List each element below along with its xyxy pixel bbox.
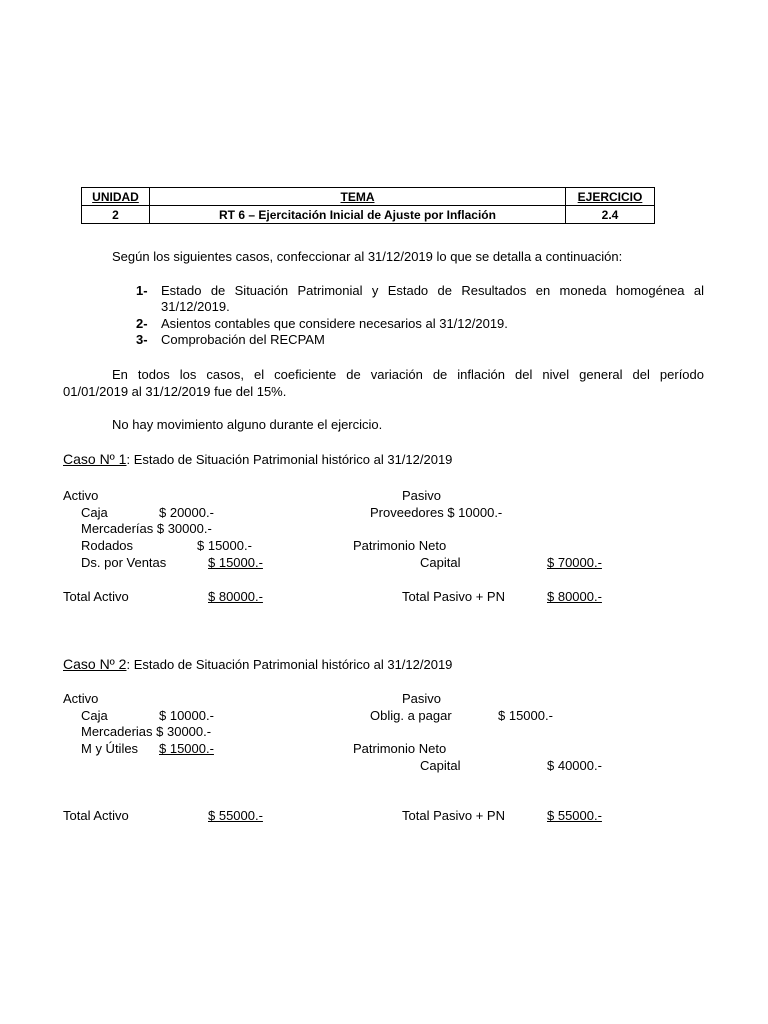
intro-text: Según los siguientes casos, confeccionar al 31/12/2019 lo que se detalla a continuación: xyxy=(112,249,623,264)
caso-1-total-activo-value: $ 80000.- xyxy=(208,589,263,604)
caso-2-myu-label: M y Útiles xyxy=(81,741,139,756)
caso-1-title xyxy=(63,451,452,468)
caso-1-desc: : Estado de Situación Patrimonial histórico al 31/12/2019 xyxy=(126,452,453,467)
caso-1-rodados-value: $ 15000.- xyxy=(197,538,252,553)
caso-2-oblig-label: Oblig. a pagar xyxy=(370,708,452,723)
header-unidad: UNIDAD xyxy=(82,188,150,206)
header-values-row xyxy=(82,206,655,224)
caso-2-myu-value: $ 15000.- xyxy=(159,741,214,756)
caso-1-activo-heading: Activo xyxy=(63,488,99,503)
header-ejercicio: EJERCICIO xyxy=(566,188,655,206)
item-2-text: Asientos contables que considere necesarios al 31/12/2019. xyxy=(161,316,508,331)
item-1-text: Estado de Situación Patrimonial y Estado de Resultados en moneda homogénea al xyxy=(161,283,704,298)
caso-2-total-pasivo-value: $ 55000.- xyxy=(547,808,602,823)
caso-1-capital-label: Capital xyxy=(420,555,461,570)
caso-2-total-activo-label: Total Activo xyxy=(63,808,129,823)
caso-2-total-pasivo-label: Total Pasivo + PN xyxy=(402,808,505,823)
tema-value: RT 6 – Ejercitación Inicial de Ajuste por Inflación xyxy=(150,206,566,224)
item-3-text: Comprobación del RECPAM xyxy=(161,332,325,347)
item-1-number: 1- xyxy=(136,283,148,298)
caso-1-total-pasivo-value: $ 80000.- xyxy=(547,589,602,604)
caso-2-desc: : Estado de Situación Patrimonial histórico al 31/12/2019 xyxy=(126,657,453,672)
caso-2-patrimonio-neto: Patrimonio Neto xyxy=(353,741,447,756)
caso-2-caja-value: $ 10000.- xyxy=(159,708,214,723)
ejercicio-value: 2.4 xyxy=(566,206,655,224)
paragraph-inflation-cont: 01/01/2019 al 31/12/2019 fue del 15%. xyxy=(63,384,287,399)
caso-1-ds-label: Ds. por Ventas xyxy=(81,555,167,570)
item-3-number: 3- xyxy=(136,332,148,347)
caso-1-patrimonio-neto: Patrimonio Neto xyxy=(353,538,447,553)
caso-1-ds-value: $ 15000.- xyxy=(208,555,263,570)
header-table xyxy=(81,187,655,224)
item-1-text-cont: 31/12/2019. xyxy=(161,299,230,314)
caso-1-caja-value: $ 20000.- xyxy=(159,505,214,520)
caso-1-total-pasivo-label: Total Pasivo + PN xyxy=(402,589,505,604)
caso-2-capital-value: $ 40000.- xyxy=(547,758,602,773)
caso-2-capital-label: Capital xyxy=(420,758,461,773)
caso-1-label: Caso Nº 1 xyxy=(63,451,127,467)
caso-1-capital-value: $ 70000.- xyxy=(547,555,602,570)
caso-1-pasivo-heading: Pasivo xyxy=(402,488,442,503)
caso-1-total-activo-label: Total Activo xyxy=(63,589,129,604)
paragraph-inflation: En todos los casos, el coeficiente de variación de inflación del nivel general del período xyxy=(112,367,704,382)
caso-2-pasivo-heading: Pasivo xyxy=(402,691,442,706)
paragraph-no-movement: No hay movimiento alguno durante el ejercicio. xyxy=(112,417,383,432)
caso-2-label: Caso Nº 2 xyxy=(63,656,127,672)
unidad-value: 2 xyxy=(82,206,150,224)
caso-1-caja-label: Caja xyxy=(81,505,108,520)
caso-2-activo-heading: Activo xyxy=(63,691,99,706)
caso-2-caja-label: Caja xyxy=(81,708,108,723)
caso-2-mercaderias: Mercaderias $ 30000.- xyxy=(81,724,212,739)
caso-2-oblig-value: $ 15000.- xyxy=(498,708,553,723)
header-tema: TEMA xyxy=(150,188,566,206)
caso-2-total-activo-value: $ 55000.- xyxy=(208,808,263,823)
caso-1-mercaderias: Mercaderías $ 30000.- xyxy=(81,521,212,536)
caso-1-proveedores: Proveedores $ 10000.- xyxy=(370,505,503,520)
caso-2-title xyxy=(63,656,452,673)
caso-1-rodados-label: Rodados xyxy=(81,538,134,553)
header-row xyxy=(82,188,655,206)
item-2-number: 2- xyxy=(136,316,148,331)
